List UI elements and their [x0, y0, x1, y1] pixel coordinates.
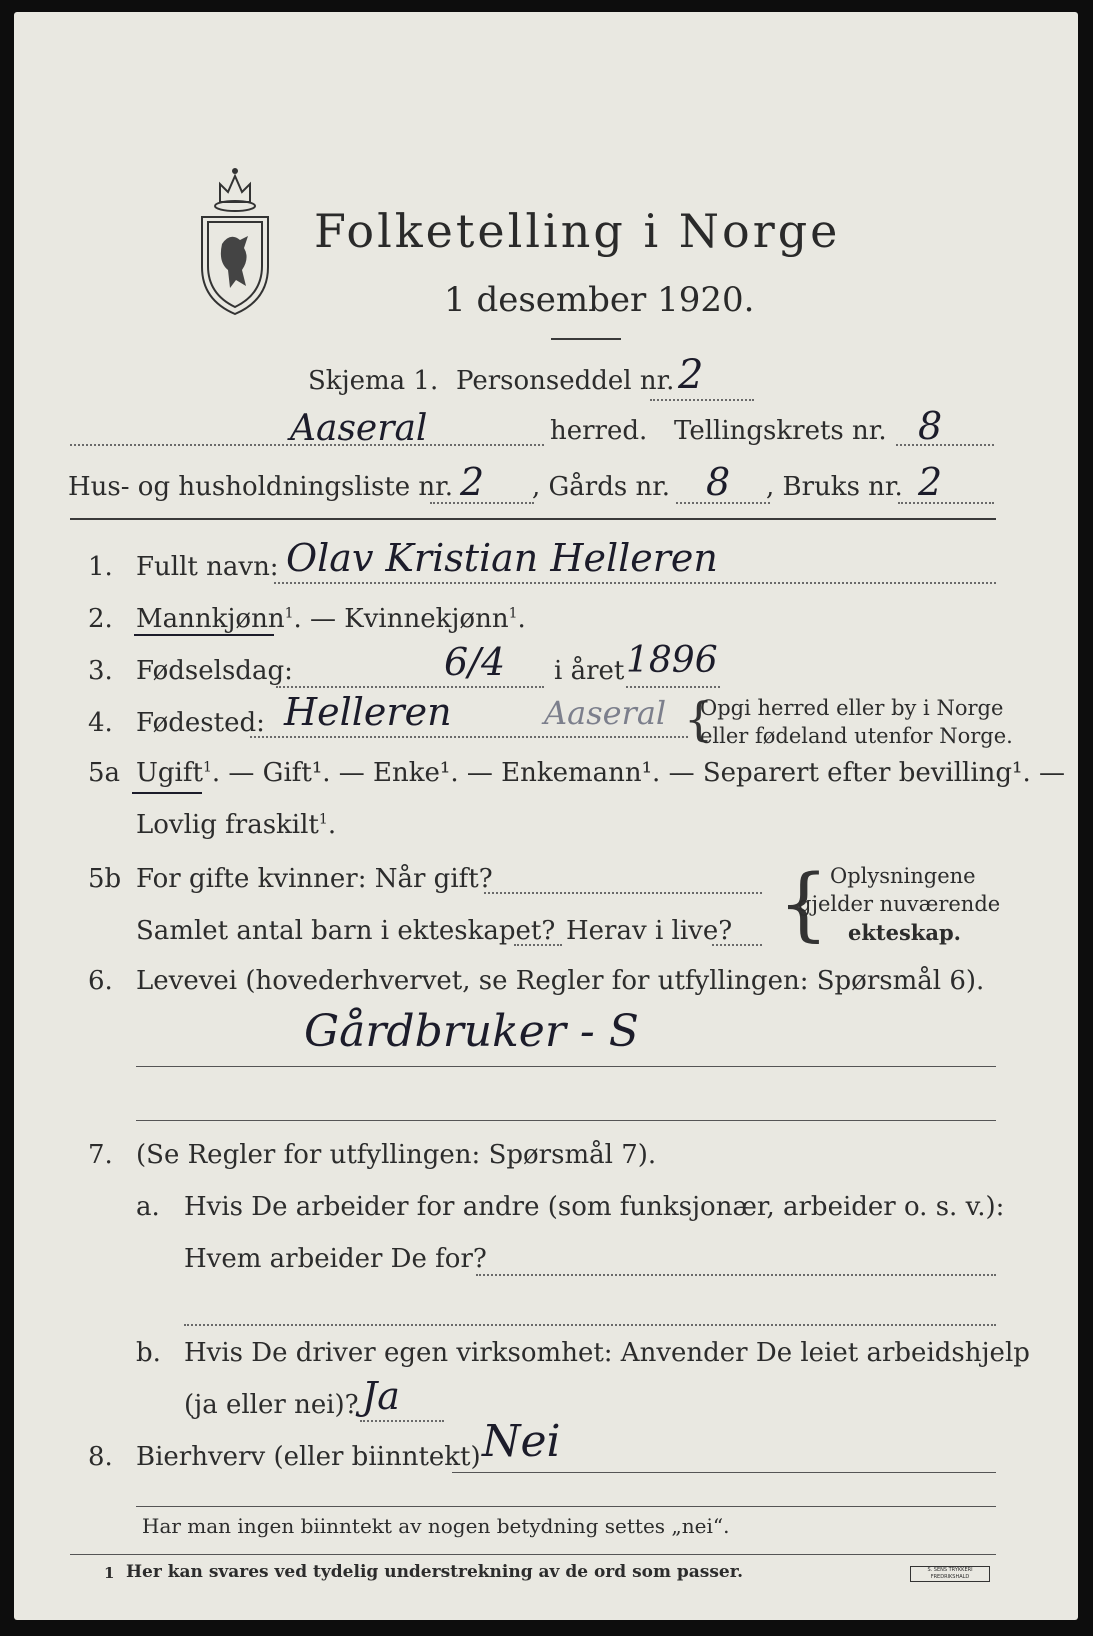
- q7-number: 7.: [88, 1140, 113, 1170]
- q7b-value: Ja: [362, 1374, 400, 1418]
- header-divider: [70, 518, 996, 520]
- q3-year: 1896: [626, 640, 718, 681]
- q8-value: Nei: [482, 1416, 561, 1467]
- q1-value: Olav Kristian Helleren: [286, 536, 718, 580]
- q2-male: Mannkjønn: [136, 604, 285, 634]
- bruks-label: , Bruks nr.: [766, 472, 903, 502]
- q1-number: 1.: [88, 552, 113, 582]
- skjema-label: Skjema 1.: [308, 366, 439, 396]
- form-title: Folketelling i Norge: [314, 204, 841, 258]
- hus-value: 2: [460, 460, 485, 504]
- q2-underline: [134, 634, 274, 636]
- printer-mark: S. SENS TRYKKERI FREDRIKSHALD: [910, 1566, 990, 1582]
- q6-line-2: [136, 1120, 996, 1121]
- q6-label: Levevei (hovederhvervet, se Regler for utfyllingen: Spørsmål 6).: [136, 966, 985, 996]
- q5a-number: 5a: [88, 758, 121, 788]
- census-form: [14, 12, 1078, 1620]
- q5a-ugift: Ugift: [136, 758, 203, 788]
- gards-label: , Gårds nr.: [532, 472, 671, 502]
- q5b-note-3: ekteskap.: [848, 920, 961, 945]
- q6-line-1: [136, 1066, 996, 1067]
- q3-year-label: i året: [554, 656, 625, 686]
- q4-note-1: Opgi herred eller by i Norge: [700, 696, 1004, 720]
- q7a-letter: a.: [136, 1192, 160, 1222]
- q2-text: Mannkjønn$^1$. — Kvinnekjønn$^1$.: [136, 604, 526, 634]
- footer-note: Har man ingen biinntekt av nogen betydning settes „nei“.: [142, 1514, 730, 1538]
- q4-number: 4.: [88, 708, 113, 738]
- personseddel-value: 2: [678, 352, 704, 398]
- hus-label: Hus- og husholdningsliste nr.: [68, 472, 454, 502]
- q5b-label-3: Herav i live?: [566, 916, 733, 946]
- q5b-brace: {: [778, 857, 829, 950]
- herred-value: Aaseral: [290, 408, 428, 449]
- footnote-divider: [70, 1554, 996, 1555]
- title-divider: [551, 338, 621, 340]
- q7b-label-2: (ja eller nei)?: [184, 1390, 359, 1420]
- footer-divider: [136, 1506, 996, 1507]
- q3-label: Fødselsdag:: [136, 656, 293, 686]
- q4-note-2: eller fødeland utenfor Norge.: [700, 724, 1013, 748]
- tellingskrets-value: 8: [918, 404, 943, 448]
- q8-number: 8.: [88, 1442, 113, 1472]
- q4-value: Helleren: [284, 690, 452, 734]
- q5a-line-2: Lovlig fraskilt$^1$.: [136, 810, 337, 840]
- personseddel-label: Personseddel nr.: [456, 366, 675, 396]
- q8-line: [452, 1472, 996, 1473]
- q5b-number: 5b: [88, 864, 122, 894]
- q7a-label-2: Hvem arbeider De for?: [184, 1244, 487, 1274]
- herred-label: herred.: [550, 416, 648, 446]
- q5b-label-1: For gifte kvinner: Når gift?: [136, 864, 493, 894]
- q7a-label: Hvis De arbeider for andre (som funksjonær, arbeider o. s. v.):: [184, 1192, 1005, 1222]
- q1-label: Fullt navn:: [136, 552, 279, 582]
- form-date: 1 desember 1920.: [444, 280, 755, 320]
- q3-day: 6/4: [444, 640, 506, 684]
- q5b-label-2: Samlet antal barn i ekteskapet?: [136, 916, 556, 946]
- q4-brace: {: [684, 692, 714, 746]
- footnote-text: Her kan svares ved tydelig understrekning av de ord som passer.: [126, 1562, 744, 1582]
- q2-female: Kvinnekjønn: [344, 604, 509, 634]
- q7-label: (Se Regler for utfyllingen: Spørsmål 7).: [136, 1140, 657, 1170]
- q7b-letter: b.: [136, 1338, 161, 1368]
- q5b-note-1: Oplysningene: [830, 864, 976, 888]
- tellingskrets-label: Tellingskrets nr.: [674, 416, 887, 446]
- q2-number: 2.: [88, 604, 113, 634]
- bruks-value: 2: [918, 460, 943, 504]
- q5a-text: Ugift$^1$. — Gift¹. — Enke¹. — Enkemann¹. — Separert efter bevilling¹. —: [136, 758, 1066, 788]
- q5b-note-2: gjelder nuværende: [798, 892, 1001, 916]
- q3-number: 3.: [88, 656, 113, 686]
- q4-value-annotation: Aaseral: [544, 694, 667, 732]
- q6-number: 6.: [88, 966, 113, 996]
- coat-of-arms-icon: [190, 162, 280, 322]
- q6-value: Gårdbruker - S: [304, 1006, 639, 1057]
- q7b-label: Hvis De driver egen virksomhet: Anvender De leiet arbeidshjelp: [184, 1338, 1030, 1368]
- q5a-underline: [132, 792, 202, 794]
- footnote-mark: 1: [104, 1564, 115, 1582]
- q4-label: Fødested:: [136, 708, 265, 738]
- gards-value: 8: [706, 460, 731, 504]
- q8-label: Bierhverv (eller biinntekt): [136, 1442, 481, 1472]
